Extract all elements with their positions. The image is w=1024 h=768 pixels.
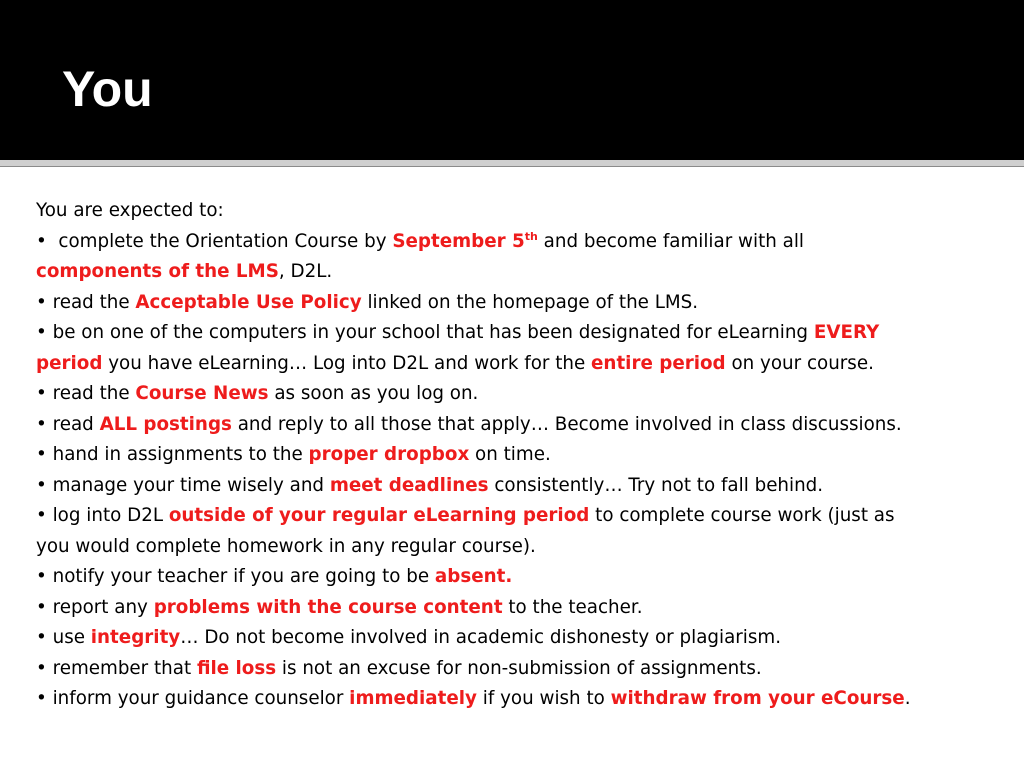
- line-text: and reply to all those that apply… Become involved in class discussions.: [231, 413, 902, 435]
- line-text: manage your time wisely and: [46, 474, 330, 496]
- line-text: as soon as you log on.: [268, 383, 479, 404]
- line-text: read: [46, 413, 100, 435]
- line-orientation: [36, 227, 996, 258]
- line-absent: [36, 562, 996, 593]
- line-text: to complete course work (just as: [589, 505, 895, 526]
- line-text: linked on the homepage of the LMS.: [361, 291, 699, 313]
- line-lms: [36, 257, 996, 288]
- line-homework: [36, 532, 996, 563]
- line-text: report any: [46, 596, 154, 618]
- bullet: •: [36, 627, 47, 648]
- slide-body: [36, 196, 996, 715]
- line-text: , D2L.: [278, 261, 333, 282]
- line-text: is not an excuse for non-submission of assignments.: [276, 657, 762, 679]
- line-problems: [36, 593, 996, 624]
- line-text: inform your guidance counselor: [46, 688, 350, 709]
- line-text: on time.: [469, 444, 551, 465]
- line-text: you have eLearning… Log into D2L and work for the: [102, 352, 592, 374]
- intro-line: You are expected to:: [36, 200, 224, 221]
- line-text: and become familiar with all: [537, 230, 804, 252]
- bullet: •: [36, 322, 47, 343]
- line-text: read the: [46, 383, 136, 404]
- line-dropbox: [36, 440, 996, 471]
- bullet: •: [36, 657, 47, 679]
- highlight-text: absent.: [434, 566, 513, 587]
- line-outside-period: [36, 501, 996, 532]
- slide-title: You: [62, 61, 153, 117]
- highlight-text: Course News: [135, 383, 269, 404]
- highlight-text: integrity: [90, 627, 181, 648]
- highlight-text: outside of your regular eLearning period: [168, 505, 590, 526]
- line-text: … Do not become involved in academic dishonesty or plagiarism.: [180, 627, 782, 648]
- highlight-text: immediately: [349, 688, 477, 709]
- line-aup: [36, 288, 996, 319]
- line-text: to the teacher.: [502, 596, 643, 618]
- highlight-text: ALL postings: [99, 413, 232, 435]
- line-text: use: [46, 627, 91, 648]
- line-text: log into D2L: [46, 505, 169, 526]
- highlight-text: components of the LMS: [36, 261, 279, 282]
- highlight-text: EVERY: [813, 322, 880, 343]
- highlight-text: Acceptable Use Policy: [135, 291, 362, 313]
- line-deadlines: [36, 471, 996, 502]
- line-text: remember that: [46, 657, 197, 679]
- line-file-loss: [36, 654, 996, 685]
- line-text: hand in assignments to the: [46, 444, 309, 465]
- bullet: •: [36, 383, 47, 404]
- bullet: •: [36, 688, 47, 709]
- line-integrity: [36, 623, 996, 654]
- line-text: be on one of the computers in your school that has been designated for eLearning: [46, 322, 814, 343]
- title-divider: [0, 160, 1024, 167]
- line-text: .: [904, 688, 911, 709]
- line-text: complete the Orientation Course by: [46, 230, 393, 252]
- bullet: •: [36, 505, 47, 526]
- line-withdraw: [36, 684, 996, 715]
- line-postings: [36, 410, 996, 441]
- line-text: you would complete homework in any regular course).: [36, 535, 536, 557]
- highlight-text: entire period: [591, 352, 726, 374]
- bullet: •: [36, 413, 47, 435]
- bullet: •: [36, 474, 47, 496]
- bullet: •: [36, 291, 47, 313]
- line-text: on your course.: [725, 352, 874, 374]
- highlight-text: problems with the course content: [153, 596, 503, 618]
- line-text: consistently… Try not to fall behind.: [488, 474, 824, 496]
- line-text: notify your teacher if you are going to be: [46, 566, 435, 587]
- highlight-text: proper dropbox: [308, 444, 470, 465]
- bullet: •: [36, 566, 47, 587]
- highlight-text: meet deadlines: [329, 474, 489, 496]
- highlight-text: withdraw from your eCourse: [610, 688, 905, 709]
- line-news: [36, 379, 996, 410]
- highlight-text: period: [36, 352, 103, 374]
- bullet: •: [36, 444, 47, 465]
- bullet: •: [36, 230, 47, 252]
- line-text: if you wish to: [476, 688, 611, 709]
- line-period: [36, 349, 996, 380]
- superscript: th: [524, 229, 538, 243]
- highlight-text: September 5: [392, 230, 525, 252]
- highlight-text: file loss: [196, 657, 277, 679]
- line-computers: [36, 318, 996, 349]
- title-bar: [0, 0, 1024, 160]
- line-text: read the: [46, 291, 136, 313]
- bullet: •: [36, 596, 47, 618]
